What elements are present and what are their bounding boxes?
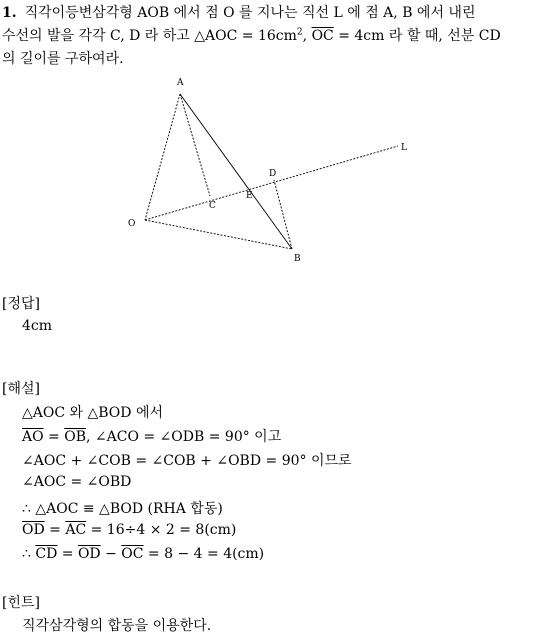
geometry-figure bbox=[120, 72, 420, 267]
label-O: O bbox=[128, 219, 136, 229]
hint-text: 직각삼각형의 합동을 이용한다. bbox=[22, 618, 212, 634]
segment-AC bbox=[180, 94, 210, 196]
problem-line-3: 의 길이를 구하여라. bbox=[2, 51, 124, 67]
explanation-line-1: △AOC 와 △BOD 에서 bbox=[22, 405, 164, 421]
explanation-label: [해설] bbox=[2, 381, 40, 397]
hint-label: [힌트] bbox=[2, 595, 40, 611]
explanation-line-6: $\overline{OD} = \overline{AC} = 16\div 4 \times 2 = 8(cm)$ bbox=[22, 522, 237, 538]
problem-statement bbox=[2, 2, 530, 71]
label-E: E bbox=[246, 191, 253, 201]
label-L: L bbox=[401, 143, 407, 153]
problem-line-1: 1. 직각이등변삼각형 AOB 에서 점 O 를 지나는 직선 L 에 점 A, B 에서 내린 bbox=[2, 5, 476, 21]
segment-BD bbox=[274, 180, 292, 249]
segment-AO bbox=[145, 94, 180, 220]
label-B: B bbox=[294, 254, 301, 264]
explanation-line-4: ∠AOC = ∠OBD bbox=[22, 474, 132, 490]
answer-value: 4cm bbox=[22, 318, 53, 334]
explanation-line-7: ∴ $\overline{CD} = \overline{OD} - \overline{OC} = 8 - 4 = 4(cm)$ bbox=[22, 546, 265, 562]
explanation-line-2: $\overline{AO} = \overline{OB}$, ∠ACO = ∠ODB = 90° 이고 bbox=[22, 429, 282, 445]
problem-number: 1. bbox=[2, 5, 17, 21]
line-L bbox=[145, 146, 398, 220]
problem-line-2: 수선의 발을 각각 C, D 라 하고 △AOC = $16cm^2$, $\overline{OC} = 4cm$ 라 할 때, 선분 CD bbox=[2, 27, 501, 44]
label-C: C bbox=[209, 201, 216, 211]
label-D: D bbox=[269, 169, 277, 179]
label-A: A bbox=[177, 78, 184, 88]
explanation-line-5: ∴ △AOC ≡ △BOD (RHA 합동) bbox=[22, 501, 223, 517]
answer-label: [정답] bbox=[2, 296, 40, 312]
segment-OB bbox=[145, 220, 292, 249]
explanation-line-3: ∠AOC + ∠COB = ∠COB + ∠OBD = 90° 이므로 bbox=[22, 453, 352, 469]
